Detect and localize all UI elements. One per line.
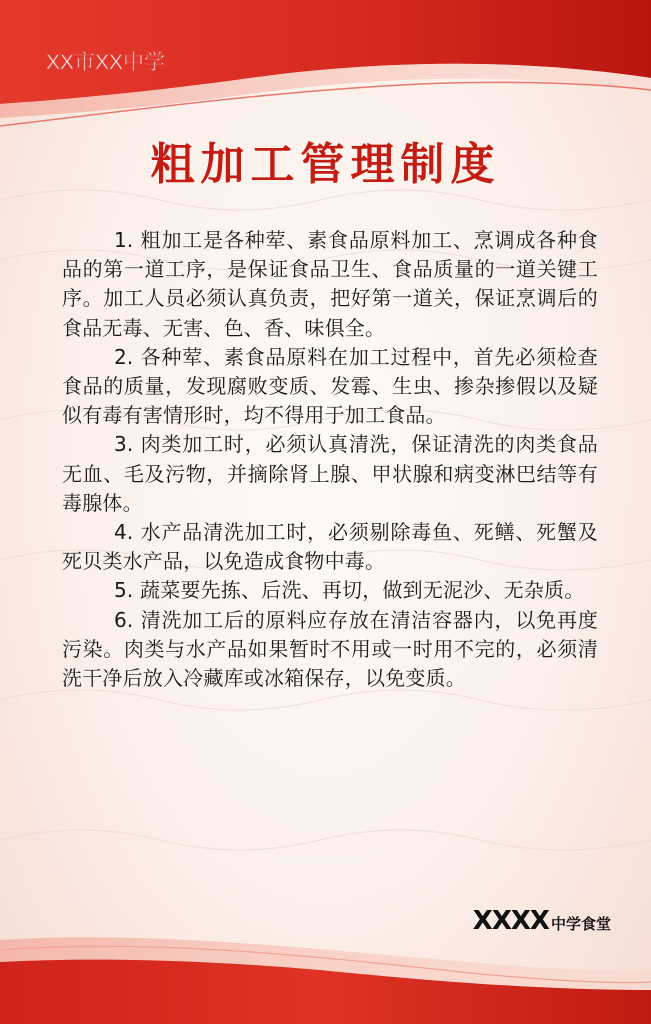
rule-item: 4. 水产品清洗加工时，必须剔除毒鱼、死鳝、死蟹及死贝类水产品，以免造成食物中毒。 bbox=[62, 520, 598, 574]
footer-signature bbox=[473, 906, 611, 936]
rule-item: 6. 清洗加工后的原料应存放在清洁容器内，以免再度污染。肉类与水产品如果暂时不用或一时用不完的，必须清洗干净后放入冷藏库或冰箱保存，以免变质。 bbox=[62, 607, 598, 691]
school-name: XX市XX中学 bbox=[46, 51, 166, 74]
page-title: 粗加工管理制度 bbox=[150, 139, 501, 190]
footer-suffix: 中学食堂 bbox=[550, 915, 611, 933]
rule-item: 3. 肉类加工时，必须认真清洗，保证清洗的肉类食品无血、毛及污物，并摘除肾上腺、甲状腺和病变淋巴结等有毒腺体。 bbox=[62, 432, 598, 515]
rule-item: 1. 粗加工是各种荤、素食品原料加工、烹调成各种食品的第一道工序，是保证食品卫生、食品质量的一道关键工序。加工人员必须认真负责，把好第一道关，保证烹调后的食品无毒、无害、色、香、味俱全。 bbox=[62, 228, 598, 340]
rules-list bbox=[62, 226, 598, 693]
rule-item: 2. 各种荤、素食品原料在加工过程中，首先必须检查食品的质量，发现腐败变质、发霉、生虫、掺杂掺假以及疑似有毒有害情形时，均不得用于加工食品。 bbox=[62, 344, 598, 428]
footer-prefix: XXXX bbox=[472, 906, 549, 936]
rule-item: 5. 蔬菜要先拣、后洗、再切，做到无泥沙、无杂质。 bbox=[114, 578, 585, 603]
